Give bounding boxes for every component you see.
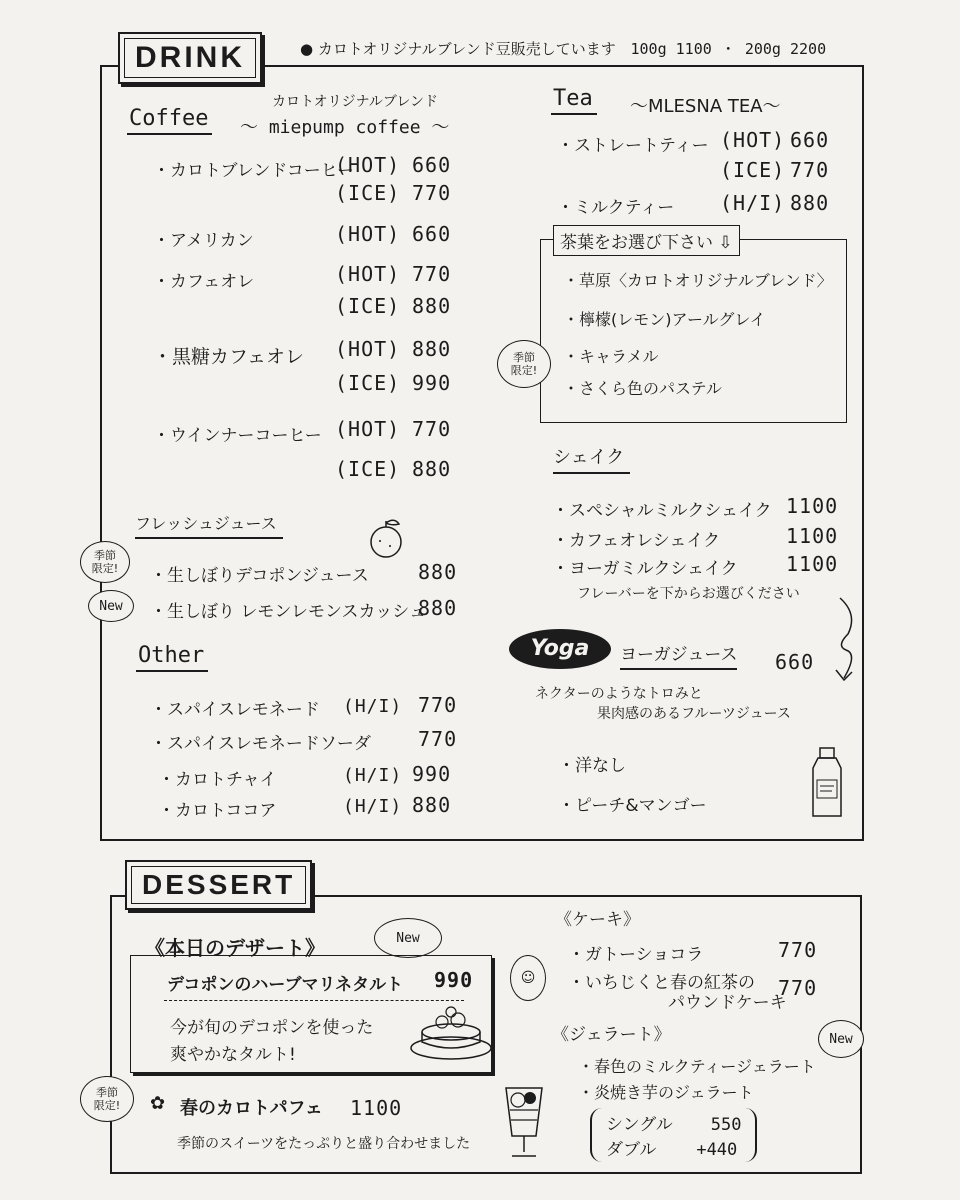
menu-item-price: 880 [790,191,830,215]
seasonal-badge: 季節 限定! [80,1076,134,1122]
menu-item-price: 880 [412,457,452,481]
tea-leaf-item: ・キャラメル [563,347,659,366]
menu-item-name: ・スパイスレモネード [150,700,320,720]
menu-item-name: ・ウインナーコーヒー [153,426,322,446]
menu-item-price: 1100 [786,552,839,576]
seasonal-badge: 季節 限定! [80,541,130,583]
menu-item-name: ・スパイスレモネードソーダ [150,734,371,754]
beans-notice: ● カロトオリジナルブレンド豆販売しています 100g 1100 ・ 200g 2200 [300,40,827,58]
new-badge: New [374,918,442,958]
menu-item-temp: (HOT) [335,262,401,286]
smile-icon: ☺ [510,955,546,1001]
tea-subtitle: ～MLESNA TEA～ [630,96,781,117]
parfait-desc: 季節のスイーツをたっぷりと盛り合わせました [177,1136,471,1152]
yoga-flavor: ・洋なし [558,756,626,776]
flower-icon: ✿ [150,1093,166,1114]
menu-item-price: 770 [778,976,818,1000]
menu-item-temp: (HOT) [335,153,401,177]
tea-leaf-item: ・さくら色のパステル [563,379,722,398]
menu-item-price: 1100 [786,524,839,548]
menu-item-price: 660 [412,222,452,246]
yoga-price: 660 [775,650,815,674]
menu-item-price: 770 [790,158,830,182]
menu-item-name: ・ストレートティー [557,136,709,156]
new-badge: New [88,590,134,622]
menu-item-price: 770 [778,938,818,962]
parfait-icon [496,1078,552,1162]
menu-item-price: 880 [418,560,458,584]
menu-item-temp: (ICE) [335,181,401,205]
menu-item-temp: (ICE) [335,457,401,481]
cake-heading: 《ケーキ》 [555,910,640,930]
juice-bottle-icon [805,746,849,820]
menu-item-temp: (HOT) [720,128,786,152]
menu-item-name: ・ミルクティー [557,198,675,218]
parfait-name: 春のカロトパフェ [180,1098,323,1119]
menu-item-price: 1100 [786,494,839,518]
menu-item-price: 770 [412,417,452,441]
menu-item-temp: (ICE) [335,294,401,318]
menu-item-name: ・ヨーガミルクシェイク [552,559,738,579]
orange-icon [366,514,406,560]
menu-item-name: ・いちじくと春の紅茶の [568,973,755,993]
menu-item-temp: (HOT) [335,417,401,441]
drink-title: DRINK [118,32,262,84]
coffee-blend-line1: カロトオリジナルブレンド [272,94,438,110]
today-dessert-name: デコポンのハーブマリネタルト [167,975,404,995]
yoga-name: ヨーガジュース [620,640,737,670]
tea-select-label: 茶葉をお選び下さい ⇩ [553,225,740,256]
gelato-item: ・炎焼き芋のジェラート [578,1083,754,1102]
other-heading: Other [136,643,208,672]
today-dessert-desc-2: 爽やかなタルト! [170,1045,296,1065]
menu-item-name: ・生しぼりデコポンジュース [150,566,369,586]
menu-item-type: (H/I) [343,796,403,817]
shake-note: フレーバーを下からお選びください [577,586,800,602]
menu-item-name: ・カフェオレシェイク [552,531,721,551]
menu-item-price: 770 [412,181,452,205]
yoga-flavor: ・ピーチ&マンゴー [558,796,707,816]
menu-item-price: 660 [412,153,452,177]
today-dessert-price: 990 [434,968,474,992]
gelato-item: ・春色のミルクティージェラート [578,1057,816,1076]
menu-item-price: 770 [412,262,452,286]
menu-item-temp: (H/I) [720,191,786,215]
menu-item-name: ・カロトブレンドコーヒー [153,161,355,181]
menu-item-name: ・カロトココア [158,801,277,821]
menu-item-name: ・アメリカン [153,231,254,251]
menu-item-type: (H/I) [343,765,403,786]
beans-prices: 100g 1100 ・ 200g 2200 [630,40,827,58]
menu-item-price: 880 [412,337,452,361]
menu-item-price: 770 [418,693,458,717]
yoga-desc-1: ネクターのようなトロみと [535,686,703,702]
today-dessert-heading: 《本日のデザート》 [145,936,325,960]
menu-item-name: ・黒糖カフェオレ [153,346,305,368]
dessert-title: DESSERT [125,860,312,910]
tart-icon [408,998,494,1062]
gelato-heading: 《ジェラート》 [552,1025,671,1045]
gelato-sizes: シングル 550 ダブル +440 [590,1108,757,1162]
yoga-desc-2: 果肉感のあるフルーツジュース [597,706,791,722]
yoga-logo: Yoga [509,629,611,669]
menu-item-price: 880 [418,596,458,620]
menu-item-temp: (ICE) [720,158,786,182]
menu-item-name: ・カフェオレ [153,272,255,292]
menu-item-type: (H/I) [343,696,403,717]
menu-item-name: ・ガトーショコラ [568,945,704,965]
coffee-bean-icon: ● [300,40,314,58]
menu-item-price: 990 [412,371,452,395]
menu-item-price: 660 [790,128,830,152]
menu-item-name: ・生しぼり レモンレモンスカッシュ [150,602,426,622]
tea-heading: Tea [551,86,597,115]
parfait-price: 1100 [350,1096,403,1120]
coffee-heading: Coffee [127,106,212,135]
tea-leaf-item: ・檸檬(レモン)アールグレイ [563,310,766,329]
new-badge: New [818,1020,864,1058]
menu-item-name-cont: パウンドケーキ [668,993,787,1013]
menu-item-temp: (ICE) [335,371,401,395]
tea-leaf-item: ・草原〈カロトオリジナルブレンド〉 [563,271,833,290]
menu-item-temp: (HOT) [335,337,401,361]
menu-item-price: 880 [412,294,452,318]
menu-item-price: 990 [412,762,452,786]
menu-item-price: 880 [412,793,452,817]
coffee-blend-line2: ～ miepump coffee ～ [240,117,450,138]
arrow-down-icon: ⇩ [718,233,733,253]
juice-heading: フレッシュジュース [135,511,283,539]
menu-item-price: 770 [418,727,458,751]
menu-item-name: ・カロトチャイ [158,770,277,790]
shake-heading: シェイク [553,443,630,474]
curved-arrow-icon [818,594,868,684]
menu-item-name: ・スペシャルミルクシェイク [552,501,772,521]
today-dessert-desc-1: 今が旬のデコポンを使った [170,1018,374,1038]
menu-item-temp: (HOT) [335,222,401,246]
seasonal-badge: 季節 限定! [497,340,551,388]
